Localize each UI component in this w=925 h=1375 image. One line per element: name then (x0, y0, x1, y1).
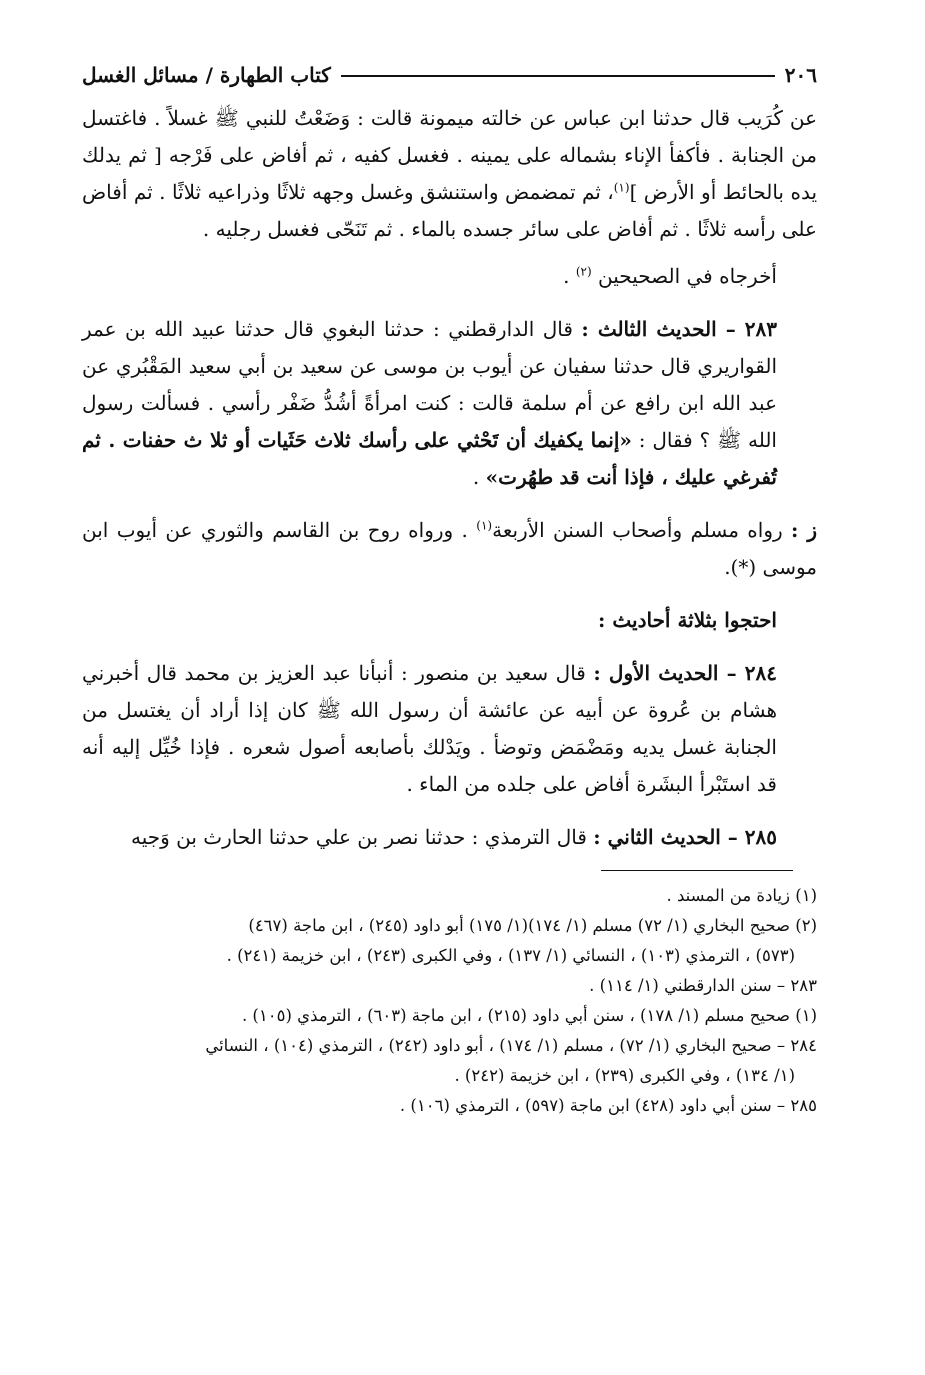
footnote: (١) صحيح مسلم (١/ ١٧٨) ، سنن أبي داود (٢١٥) ، ابن ماجة (٦٠٣) ، الترمذي (١٠٥) . (241, 1006, 817, 1025)
page-number: ٢٠٦ (784, 63, 817, 87)
hadith-label: ٢٨٣ – الحديث الثالث : (581, 317, 777, 341)
footnote: ٢٨٥ – سنن أبي داود (٤٢٨) ابن ماجة (٥٩٧) ، الترمذي (١٠٦) . (399, 1096, 817, 1115)
footnote-ref: (١) (476, 518, 493, 533)
hadith-284: ٢٨٤ – الحديث الأول : قال سعيد بن منصور : أنبأنا عبد العزيز بن محمد قال أخبرني هشام بن عُروة عن أبيه عن عائشة أن رسول الله ﷺ كان إذا أراد أن يغتسل من الجنابة غسل يديه ومَضْمَض وتوضأ . ويَدْلك بأصابعه أصول شعره . فإذا خُيِّل إليه أنه قد استَبْرأ البشَرة أفاض على جلده من الماء . (82, 661, 778, 796)
zawaid-note: ز : رواه مسلم وأصحاب السنن الأربعة$^{(١)}$ . ورواه روح بن القاسم والثوري عن أيوب ابن موسى (*). (82, 518, 818, 579)
footnote: (٢) صحيح البخاري (١/ ٧٢) مسلم (١/ ١٧٤)(١/ ١٧٥) أبو داود (٢٤٥) ، ابن ماجة (٤٦٧) (٥٧٣) ، الترمذي (١٠٣) ، النسائي (١/ ١٣٧) ، وفي الكبرى (٢٤٣) ، ابن خزيمة (٢٤١) . (226, 916, 817, 965)
hadith-matn: «إنما يكفيك أن تَحْثي على رأسك ثلاث حَثَيات أو ثلا ث حفنات . ثم تُفرغي عليك ، فإذا أنت قد (82, 428, 777, 489)
zay-marker: ز : (791, 518, 818, 542)
paragraph-takhrij: أخرجاه في الصحيحين $^{(٢)}$ . (563, 264, 777, 288)
footnotes (82, 881, 817, 1121)
hadith-label: ٢٨٥ – الحديث الثاني : (593, 825, 777, 849)
footnote: ٢٨٤ – صحيح البخاري (١/ ٧٢) ، مسلم (١/ ١٧٤) ، أبو داود (٢٤٢) ، الترمذي (١٠٤) ، النسائي (١/ ١٣٤) ، وفي الكبرى (٢٣٩) ، ابن خزيمة (٢٤٢) . (205, 1036, 817, 1085)
running-header (82, 58, 817, 92)
footnote: (١) زيادة من المسند . (666, 886, 817, 905)
footnote-separator (601, 870, 793, 871)
hadith-283: ٢٨٣ – الحديث الثالث : قال الدارقطني : حدثنا البغوي قال حدثنا عبيد الله بن عمر القواريري قال حدثنا سفيان عن أيوب بن موسى عن سعيد بن أبي سعيد المَقْبُري عن عبد الله ابن رافع عن أم سلمة قالت : كنت امرأةً أشُدُّ ضَفْر رأسي . فسألت رسول الله ﷺ ؟ فقال : «إنما يكفيك أن تَحْثي على رأسك ثلاث حَثَيات أو ثلا ث حفنات . ثم تُفرغي عليك ، فإذا أنت قد طهُرت» . (82, 317, 777, 489)
header-rule (341, 75, 775, 77)
footnote-ref: (١) (613, 180, 630, 195)
main-text (82, 100, 817, 856)
paragraph-maymuna: عن كُرَيب قال حدثنا ابن عباس عن خالته ميمونة قالت : وَضَعْتُ للنبي ﷺ غسلاً . فاغتسل من الجنابة . فأكفأ الإناء بشماله على يمينه . فغسل كفيه ، ثم أفاض على فَرْجه [ ثم يدلك يده بالحائط أو الأرض ]$^{(١)}$، ثم تمضمض واستنشق وغسل وجهه ثلاثًا وذراعيه ثلاثًا . ثم أفاض على رأسه ثلاثًا . ثم أفاض على سائر جسده بالماء . ثم تَنَحّى فغسل رجليه . (82, 106, 818, 241)
hadith-285: ٢٨٥ – الحديث الثاني : قال الترمذي : حدثنا نصر بن علي حدثنا الحارث بن وَجيه (131, 825, 777, 849)
footnote-ref: (٢) (575, 264, 592, 279)
hadith-label: ٢٨٤ – الحديث الأول : (593, 661, 778, 685)
running-title: كتاب الطهارة / مسائل الغسل (82, 63, 331, 87)
section-heading: احتجوا بثلاثة أحاديث : (598, 608, 777, 632)
footnote: ٢٨٣ – سنن الدارقطني (١/ ١١٤) . (589, 976, 817, 995)
